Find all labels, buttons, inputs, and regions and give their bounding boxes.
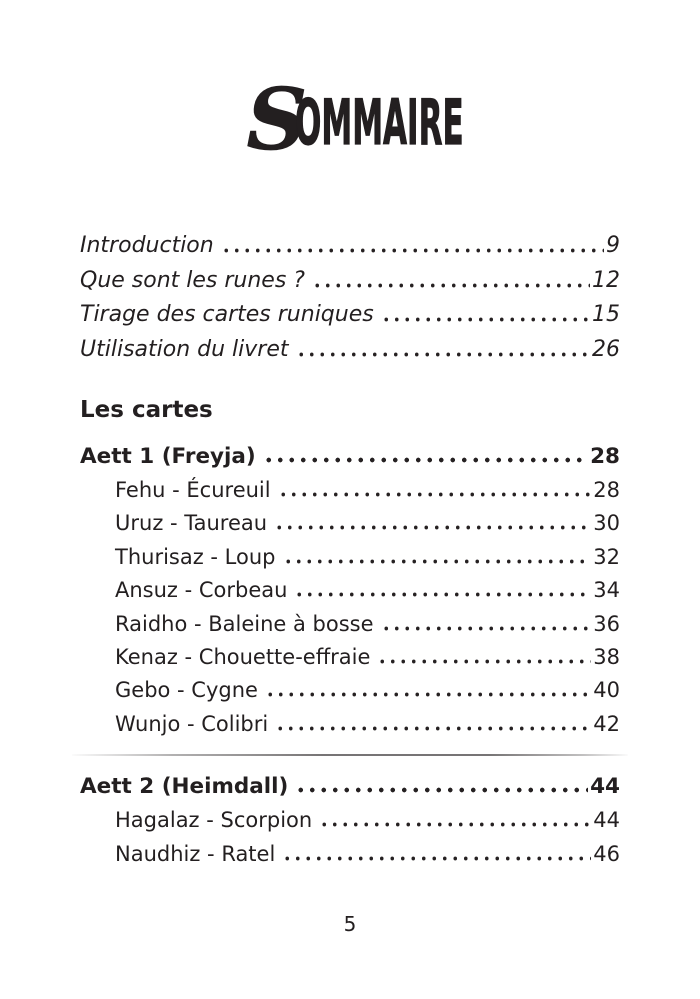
toc-row-page: 36 — [593, 611, 620, 636]
dot-leader — [275, 708, 591, 741]
section-divider — [72, 754, 628, 756]
toc-row-page: 42 — [593, 711, 620, 736]
toc-row-label: Kenaz - Chouette-effraie — [115, 645, 371, 670]
title-rest-clip — [295, 86, 464, 159]
aett1-header-row — [80, 440, 620, 474]
page-number-footer: 5 — [343, 912, 357, 936]
dot-leader — [278, 474, 592, 507]
toc-row — [80, 541, 620, 574]
toc-row — [80, 804, 620, 838]
toc-row — [80, 838, 620, 872]
toc-row-label: Uruz - Taureau — [115, 511, 268, 536]
section-heading-les-cartes: Les cartes — [80, 397, 213, 423]
dot-leader — [381, 608, 592, 641]
dot-leader — [377, 641, 591, 674]
title-initial-letter: S — [246, 70, 304, 169]
toc-row — [80, 229, 620, 264]
toc-row-page: 15 — [592, 302, 620, 327]
toc-row-label: Aett 1 (Freyja) — [80, 444, 256, 469]
toc-row-label: Raidho - Baleine à bosse — [115, 611, 374, 636]
toc-row — [80, 264, 620, 299]
toc-row-page: 26 — [592, 336, 620, 362]
toc-row-page: 28 — [590, 444, 620, 469]
book-title — [0, 70, 700, 169]
toc-row-label: Utilisation du livret — [80, 336, 289, 362]
toc-row-label: Wunjo - Colibri — [115, 711, 269, 736]
toc-row-label: Que sont les runes ? — [80, 267, 305, 293]
dot-leader — [283, 541, 592, 574]
dot-leader — [319, 804, 591, 838]
toc-row-page: 40 — [593, 678, 620, 703]
dot-leader — [274, 507, 591, 540]
toc-row — [80, 641, 620, 674]
toc-row — [80, 507, 620, 540]
toc-row — [80, 574, 620, 607]
toc-row-page: 32 — [593, 544, 620, 569]
toc-row-page: 44 — [593, 808, 620, 832]
dot-leader — [312, 264, 590, 299]
toc-row-page: 46 — [593, 841, 620, 866]
toc-row-label: Tirage des cartes runiques — [80, 302, 374, 327]
toc-row-page: 12 — [592, 267, 620, 293]
dot-leader — [381, 298, 590, 333]
book-title-text — [246, 70, 464, 169]
dot-leader — [294, 574, 591, 607]
toc-row-label: Aett 2 (Heimdall) — [80, 774, 289, 799]
toc-aett2-list — [80, 770, 620, 872]
toc-row-label: Hagalaz - Scorpion — [115, 808, 313, 832]
toc-row-page: 44 — [590, 774, 620, 799]
dot-leader — [296, 333, 591, 368]
toc-row-page: 9 — [606, 233, 620, 258]
aett2-header-row — [80, 770, 620, 804]
dot-leader — [265, 674, 591, 707]
toc-row-page: 28 — [593, 478, 620, 502]
toc-intro-list — [80, 229, 620, 367]
toc-row — [80, 298, 620, 333]
title-rest-letters: OMMAIRE — [295, 86, 464, 159]
toc-row-label: Fehu - Écureuil — [115, 478, 271, 502]
toc-row-page: 34 — [593, 578, 620, 603]
dot-leader — [221, 229, 604, 264]
toc-row-page: 30 — [593, 511, 620, 536]
dot-leader — [295, 770, 588, 804]
toc-row-label: Naudhiz - Ratel — [115, 841, 276, 866]
toc-row — [80, 333, 620, 368]
toc-row — [80, 674, 620, 707]
toc-row — [80, 474, 620, 507]
toc-row-label: Introduction — [80, 233, 214, 258]
toc-row-label: Thurisaz - Loup — [115, 544, 276, 569]
toc-row — [80, 708, 620, 741]
dot-leader — [282, 838, 591, 872]
toc-row-label: Gebo - Cygne — [115, 678, 258, 703]
toc-row-page: 38 — [593, 645, 620, 670]
dot-leader — [263, 440, 588, 474]
toc-row — [80, 608, 620, 641]
toc-row-label: Ansuz - Corbeau — [115, 578, 288, 603]
toc-aett1-list — [80, 440, 620, 741]
